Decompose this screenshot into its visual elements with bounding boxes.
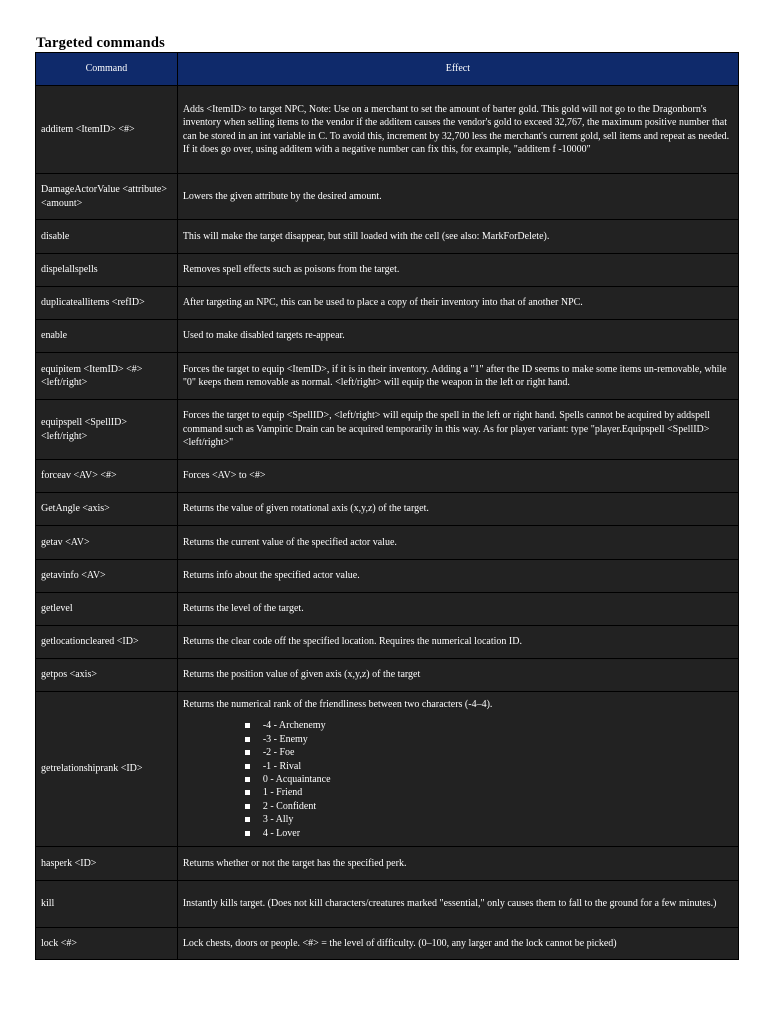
effect-cell: Forces <AV> to <#> (177, 460, 738, 493)
command-cell: disable (36, 220, 178, 254)
table-row (36, 526, 739, 560)
command-cell: getrelationshiprank <ID> (36, 692, 178, 847)
effect-cell: Returns the clear code off the specified location. Requires the numerical location ID. (177, 626, 738, 659)
effect-cell: Returns the level of the target. (177, 593, 738, 626)
command-cell: equipitem <ItemID> <#><left/right> (36, 353, 178, 400)
command-cell: kill (36, 881, 178, 928)
effect-cell: Adds <ItemID> to target NPC, Note: Use on a merchant to set the amount of barter gold. This gold will not go to the Dragonborn's inventory when selling items to the vendor if the additem causes the vendor's gold to exceed 32,767, the maximum positive number that can be stored in an int variable in C. To avoid this, increment by 32,700 less the merchant's current gold, sell items and repeat as needed. If it does go over, using additem with a negative number can fix this, for example, "additem f -10000" (177, 86, 738, 174)
list-item: 3 - Ally (245, 813, 733, 826)
list-item: 2 - Confident (245, 800, 733, 813)
list-item: 4 - Lover (245, 827, 733, 840)
command-cell: dispelallspells (36, 254, 178, 287)
square-bullet-icon (245, 737, 250, 742)
command-cell: GetAngle <axis> (36, 493, 178, 526)
table-row (36, 254, 739, 287)
command-cell: getlevel (36, 593, 178, 626)
table-row (36, 928, 739, 960)
list-item: -3 - Enemy (245, 733, 733, 746)
list-item: -2 - Foe (245, 746, 733, 759)
table-row (36, 320, 739, 353)
list-item: -4 - Archenemy (245, 719, 733, 732)
effect-cell: Lock chests, doors or people. <#> = the level of difficulty. (0–100, any larger and the lock cannot be picked) (177, 928, 738, 960)
header-effect: Effect (177, 53, 738, 86)
commands-table (35, 52, 739, 960)
table-row (36, 86, 739, 174)
list-item: 0 - Acquaintance (245, 773, 733, 786)
table-row (36, 400, 739, 460)
command-cell: getlocationcleared <ID> (36, 626, 178, 659)
command-cell: forceav <AV> <#> (36, 460, 178, 493)
effect-cell: Returns info about the specified actor value. (177, 560, 738, 593)
command-cell: getpos <axis> (36, 659, 178, 692)
table-row (36, 493, 739, 526)
square-bullet-icon (245, 831, 250, 836)
square-bullet-icon (245, 817, 250, 822)
effect-cell: Lowers the given attribute by the desired amount. (177, 174, 738, 220)
table-row (36, 353, 739, 400)
effect-cell: Returns whether or not the target has the specified perk. (177, 847, 738, 881)
command-cell: lock <#> (36, 928, 178, 960)
table-row (36, 692, 739, 847)
square-bullet-icon (245, 723, 250, 728)
effect-text: Returns the numerical rank of the friendliness between two characters (-4–4). (182, 698, 493, 710)
table-row (36, 659, 739, 692)
square-bullet-icon (245, 750, 250, 755)
effect-cell: Forces the target to equip <ItemID>, if it is in their inventory. Adding a "1" after the ID seems to make some items un-removable, while "0" keeps them removable as normal. <left/right> will equip the weapon in the left or right hand. (177, 353, 738, 400)
table-header-row (36, 53, 739, 86)
effect-cell: Returns the value of given rotational axis (x,y,z) of the target. (177, 493, 738, 526)
command-cell: enable (36, 320, 178, 353)
command-cell: getavinfo <AV> (36, 560, 178, 593)
table-row (36, 460, 739, 493)
list-item: -1 - Rival (245, 760, 733, 773)
command-cell: additem <ItemID> <#> (36, 86, 178, 174)
effect-cell: Returns the current value of the specified actor value. (177, 526, 738, 560)
square-bullet-icon (245, 764, 250, 769)
header-command: Command (36, 53, 178, 86)
table-row (36, 593, 739, 626)
command-cell: getav <AV> (36, 526, 178, 560)
table-row (36, 626, 739, 659)
table-row (36, 174, 739, 220)
effect-cell: Removes spell effects such as poisons from the target. (177, 254, 738, 287)
square-bullet-icon (245, 790, 250, 795)
page-title: Targeted commands (36, 35, 165, 51)
effect-cell: This will make the target disappear, but still loaded with the cell (see also: MarkForDelete). (177, 220, 738, 254)
table-row (36, 220, 739, 254)
effect-cell: Forces the target to equip <SpellID>, <left/right> will equip the spell in the left or right hand. Spells cannot be acquired by addspell command such as Vampiric Drain can be acquired temporarily in this way. As for player variant: type "player.Equipspell <SpellID> <left/right>" (177, 400, 738, 460)
effect-cell: After targeting an NPC, this can be used to place a copy of their inventory into that of another NPC. (177, 287, 738, 320)
effect-cell: Used to make disabled targets re-appear. (177, 320, 738, 353)
effect-cell: Instantly kills target. (Does not kill characters/creatures marked "essential," only causes them to fall to the ground for a few minutes.) (177, 881, 738, 928)
square-bullet-icon (245, 804, 250, 809)
command-cell: hasperk <ID> (36, 847, 178, 881)
table-row (36, 881, 739, 928)
command-cell: equipspell <SpellID> <left/right> (36, 400, 178, 460)
effect-cell (177, 692, 738, 847)
effect-cell: Returns the position value of given axis (x,y,z) of the target (177, 659, 738, 692)
table-row (36, 847, 739, 881)
square-bullet-icon (245, 777, 250, 782)
relationship-rank-list (183, 719, 733, 840)
command-cell: DamageActorValue <attribute> <amount> (36, 174, 178, 220)
table-row (36, 287, 739, 320)
list-item: 1 - Friend (245, 786, 733, 799)
table-row (36, 560, 739, 593)
command-cell: duplicateallitems <refID> (36, 287, 178, 320)
